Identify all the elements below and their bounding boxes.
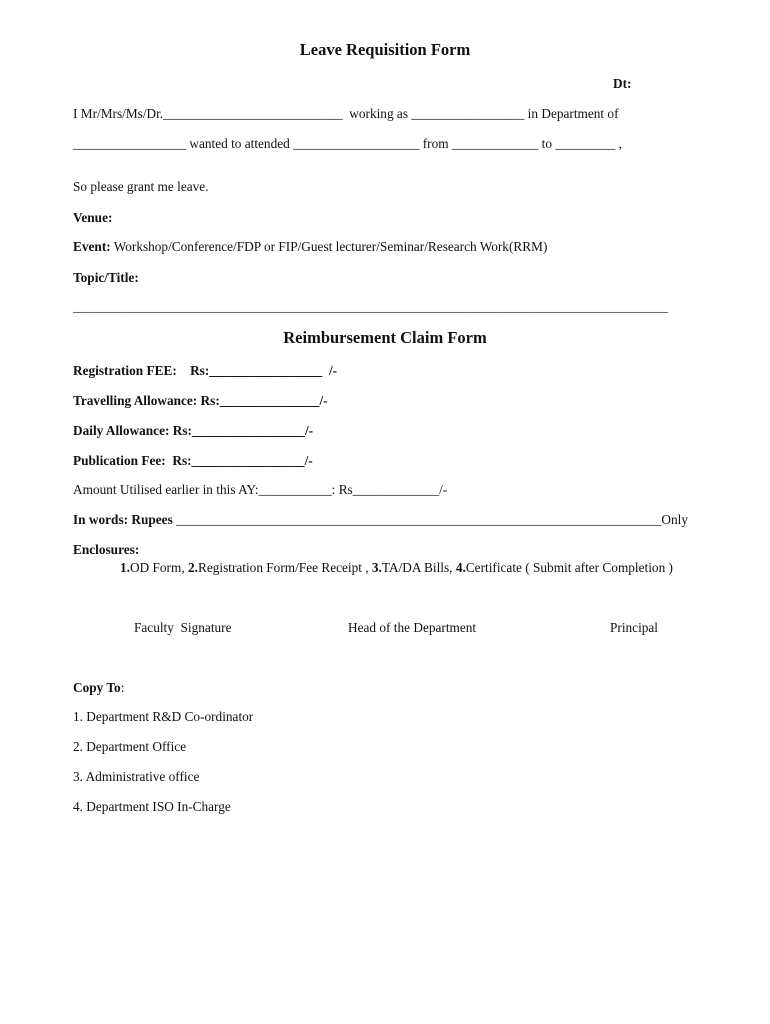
- enclosure-number: 2.: [187, 560, 198, 575]
- daily-allowance-line: Daily Allowance: Rs:_________________/-: [73, 423, 314, 438]
- leave-form-title: Leave Requisition Form: [299, 40, 471, 59]
- copy-to-heading: [73, 680, 124, 696]
- amount-utilised-line: Amount Utilised earlier in this AY:___________: Rs_____________/-: [73, 482, 448, 497]
- registration-fee-line: Registration FEE: Rs:_________________ /-: [73, 363, 338, 378]
- in-words-label: In words: Rupees: [73, 512, 173, 527]
- reimbursement-title: Reimbursement Claim Form: [283, 328, 487, 347]
- venue-label: Venue:: [73, 210, 113, 225]
- copy-to-item: 4. Department ISO In-Charge: [73, 799, 231, 814]
- copy-to-colon: :: [120, 680, 125, 695]
- travelling-allowance-line: Travelling Allowance: Rs:_______________/-: [73, 393, 328, 408]
- hod-signature-label: Head of the Department: [348, 620, 477, 635]
- attendance-line: _________________ wanted to attended ___________________ from _____________ to _________ ,: [73, 136, 622, 151]
- enclosure-number: 3.: [371, 560, 382, 575]
- enclosures-label: Enclosures:: [73, 542, 140, 557]
- enclosure-number: 4.: [455, 560, 466, 575]
- copy-to-item: 1. Department R&D Co-ordinator: [73, 709, 254, 724]
- publication-fee-line: Publication Fee: Rs:_________________/-: [73, 453, 313, 468]
- copy-to-item: 2. Department Office: [73, 739, 187, 754]
- applicant-line: I Mr/Mrs/Ms/Dr.___________________________ working as _________________ in Department of: [73, 106, 619, 121]
- in-words-blank: _________________________________________________________________________Only: [172, 512, 689, 527]
- date-label: Dt:: [613, 76, 632, 91]
- grant-leave-text: So please grant me leave.: [73, 179, 209, 194]
- enclosure-item: Registration Form/Fee Receipt ,: [197, 560, 372, 575]
- topic-label: Topic/Title:: [73, 270, 139, 285]
- enclosure-item: TA/DA Bills,: [381, 560, 456, 575]
- principal-signature-label: Principal: [610, 620, 659, 635]
- event-options: Workshop/Conference/FDP or FIP/Guest lecturer/Seminar/Research Work(RRM): [110, 239, 548, 254]
- faculty-signature-label: Faculty Signature: [134, 620, 232, 635]
- enclosures-list: [120, 560, 673, 576]
- topic-rule-line: _____________________________________________________________________________________________: [73, 300, 669, 314]
- copy-to-item: 3. Administrative office: [73, 769, 200, 784]
- enclosure-item: OD Form,: [129, 560, 188, 575]
- event-line: [73, 239, 547, 255]
- enclosure-item: Certificate ( Submit after Completion ): [465, 560, 673, 575]
- event-label: Event:: [73, 239, 111, 254]
- copy-to-label: Copy To: [73, 680, 121, 695]
- in-words-line: [73, 512, 688, 528]
- enclosure-number: 1.: [120, 560, 130, 575]
